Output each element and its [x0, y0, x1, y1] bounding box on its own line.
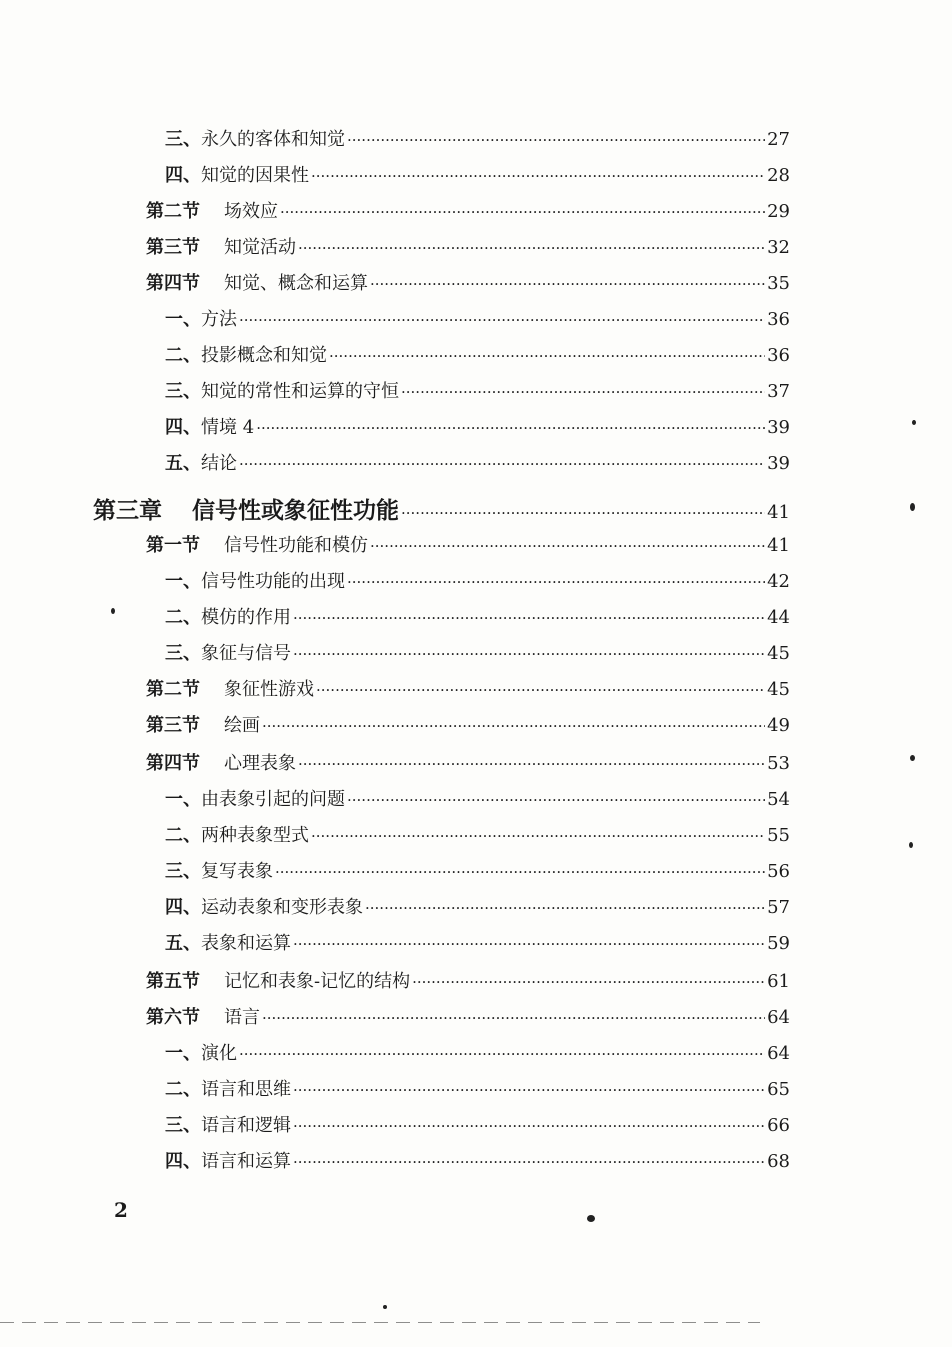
entry-page: 32	[767, 237, 790, 258]
page-number: 2	[114, 1198, 128, 1222]
dot-leader	[293, 1114, 765, 1138]
entry-page: 37	[767, 381, 790, 402]
entry-page: 41	[767, 535, 790, 556]
entry-page: 39	[767, 453, 790, 474]
entry-title: 复写表象	[201, 861, 273, 882]
entry-number: 五、	[165, 453, 201, 474]
entry-title: 运动表象和变形表象	[201, 897, 363, 918]
entry-page: 54	[767, 789, 790, 810]
entry-number: 第六节	[146, 1007, 200, 1028]
entry-number: 第三节	[146, 715, 200, 736]
entry-page: 42	[767, 571, 790, 592]
entry-title: 信号性功能和模仿	[224, 535, 368, 556]
entry-page: 59	[767, 933, 790, 954]
scan-speck	[909, 842, 913, 848]
dot-leader	[275, 860, 765, 884]
entry-page: 36	[767, 309, 790, 330]
entry-number: 三、	[165, 861, 201, 882]
entry-number: 第二节	[146, 679, 200, 700]
entry-number: 二、	[165, 607, 201, 628]
entry-page: 57	[767, 897, 790, 918]
toc-entry	[0, 272, 790, 296]
entry-page: 64	[767, 1007, 790, 1028]
entry-title: 绘画	[224, 715, 260, 736]
entry-title: 投影概念和知觉	[201, 345, 327, 366]
toc-entry	[0, 236, 790, 260]
entry-number: 二、	[165, 825, 201, 846]
toc-entry	[0, 200, 790, 224]
dot-leader	[347, 788, 765, 812]
entry-number: 三、	[165, 129, 201, 150]
entry-number: 第二节	[146, 201, 200, 222]
entry-page: 53	[767, 753, 790, 774]
toc-entry	[0, 606, 790, 630]
dot-leader	[293, 1150, 765, 1174]
toc-entry	[0, 752, 790, 776]
toc-entry	[0, 380, 790, 404]
toc-entry	[0, 896, 790, 920]
entry-page: 49	[767, 715, 790, 736]
dot-leader	[412, 970, 765, 994]
entry-title: 心理表象	[224, 753, 296, 774]
entry-title: 方法	[201, 309, 237, 330]
toc-entry	[0, 824, 790, 848]
entry-number: 一、	[165, 571, 201, 592]
entry-title: 知觉活动	[224, 237, 296, 258]
entry-title: 语言和逻辑	[201, 1115, 291, 1136]
entry-title: 语言	[224, 1007, 260, 1028]
dot-leader	[262, 714, 765, 738]
scan-edge-line	[0, 1322, 760, 1323]
entry-title: 记忆和表象-记忆的结构	[224, 971, 411, 992]
dot-leader	[239, 1042, 765, 1066]
entry-title: 知觉、概念和运算	[224, 273, 368, 294]
scan-speck	[912, 420, 916, 425]
entry-number: 四、	[165, 417, 201, 438]
entry-number: 四、	[165, 1151, 201, 1172]
entry-number: 第四节	[146, 273, 200, 294]
entry-title: 语言和思维	[201, 1079, 291, 1100]
scan-speck	[383, 1305, 387, 1309]
dot-leader	[293, 606, 765, 630]
dot-leader	[298, 752, 765, 776]
entry-title: 由表象引起的问题	[201, 789, 345, 810]
toc-entry	[0, 788, 790, 812]
toc-entry	[0, 1078, 790, 1102]
scan-speck	[910, 755, 915, 761]
entry-title: 场效应	[224, 201, 278, 222]
dot-leader	[329, 344, 765, 368]
dot-leader	[262, 1006, 765, 1030]
entry-number: 第一节	[146, 535, 200, 556]
entry-title: 结论	[201, 453, 237, 474]
entry-page: 39	[767, 417, 790, 438]
entry-title: 模仿的作用	[201, 607, 291, 628]
entry-title: 知觉的常性和运算的守恒	[201, 381, 399, 402]
entry-title: 演化	[201, 1043, 237, 1064]
entry-title: 两种表象型式	[201, 825, 309, 846]
toc-entry	[0, 1114, 790, 1138]
toc-entry	[0, 416, 790, 440]
toc-entry	[0, 642, 790, 666]
scan-speck	[910, 503, 915, 511]
entry-number: 三、	[165, 381, 201, 402]
entry-number: 一、	[165, 789, 201, 810]
entry-title: 情境 4	[201, 417, 255, 438]
toc-entry	[0, 970, 790, 994]
scan-speck	[111, 608, 115, 614]
entry-number: 三、	[165, 1115, 201, 1136]
toc-entry	[0, 678, 790, 702]
entry-page: 68	[767, 1151, 790, 1172]
entry-page: 55	[767, 825, 790, 846]
dot-leader	[311, 824, 765, 848]
entry-page: 44	[767, 607, 790, 628]
entry-number: 五、	[165, 933, 201, 954]
entry-number: 四、	[165, 897, 201, 918]
toc-entry	[0, 932, 790, 956]
dot-leader	[365, 896, 765, 920]
entry-page: 28	[767, 165, 790, 186]
entry-page: 45	[767, 679, 790, 700]
toc-entry	[0, 128, 790, 152]
entry-title: 信号性功能的出现	[201, 571, 345, 592]
dot-leader	[370, 272, 765, 296]
entry-page: 66	[767, 1115, 790, 1136]
entry-page: 35	[767, 273, 790, 294]
toc-entry	[0, 1042, 790, 1066]
toc-entry	[0, 164, 790, 188]
entry-page: 45	[767, 643, 790, 664]
dot-leader	[316, 678, 765, 702]
dot-leader	[311, 164, 765, 188]
dot-leader	[347, 128, 765, 152]
entry-number: 第三节	[146, 237, 200, 258]
entry-title: 象征性游戏	[224, 679, 314, 700]
entry-number: 第三章	[93, 497, 162, 524]
toc-entry	[0, 714, 790, 738]
dot-leader	[239, 452, 765, 476]
entry-title: 语言和运算	[201, 1151, 291, 1172]
dot-leader	[370, 534, 765, 558]
dot-leader	[293, 932, 765, 956]
toc-entry	[0, 860, 790, 884]
dot-leader	[347, 570, 765, 594]
entry-number: 三、	[165, 643, 201, 664]
toc-entry	[0, 1006, 790, 1030]
entry-page: 65	[767, 1079, 790, 1100]
entry-page: 61	[767, 971, 790, 992]
toc-entry	[0, 344, 790, 368]
dot-leader	[256, 416, 765, 440]
entry-number: 二、	[165, 1079, 201, 1100]
scan-speck	[587, 1215, 595, 1222]
entry-number: 一、	[165, 1043, 201, 1064]
toc-entry	[0, 570, 790, 594]
entry-number: 第四节	[146, 753, 200, 774]
dot-leader	[293, 1078, 765, 1102]
toc-entry	[0, 308, 790, 332]
toc-entry	[0, 496, 790, 528]
entry-number: 一、	[165, 309, 201, 330]
entry-page: 64	[767, 1043, 790, 1064]
dot-leader	[298, 236, 765, 260]
entry-title: 象征与信号	[201, 643, 291, 664]
entry-title: 永久的客体和知觉	[201, 129, 345, 150]
entry-number: 第五节	[146, 971, 200, 992]
entry-number: 二、	[165, 345, 201, 366]
entry-page: 29	[767, 201, 790, 222]
entry-title: 表象和运算	[201, 933, 291, 954]
toc-entry	[0, 452, 790, 476]
entry-title: 信号性或象征性功能	[192, 497, 399, 524]
entry-number: 四、	[165, 165, 201, 186]
dot-leader	[293, 642, 765, 666]
dot-leader	[401, 498, 765, 528]
toc-entry	[0, 1150, 790, 1174]
dot-leader	[239, 308, 765, 332]
entry-page: 56	[767, 861, 790, 882]
entry-page: 27	[767, 129, 790, 150]
toc-entry	[0, 534, 790, 558]
entry-title: 知觉的因果性	[201, 165, 309, 186]
dot-leader	[280, 200, 765, 224]
entry-page: 41	[767, 502, 790, 523]
entry-page: 36	[767, 345, 790, 366]
dot-leader	[401, 380, 765, 404]
